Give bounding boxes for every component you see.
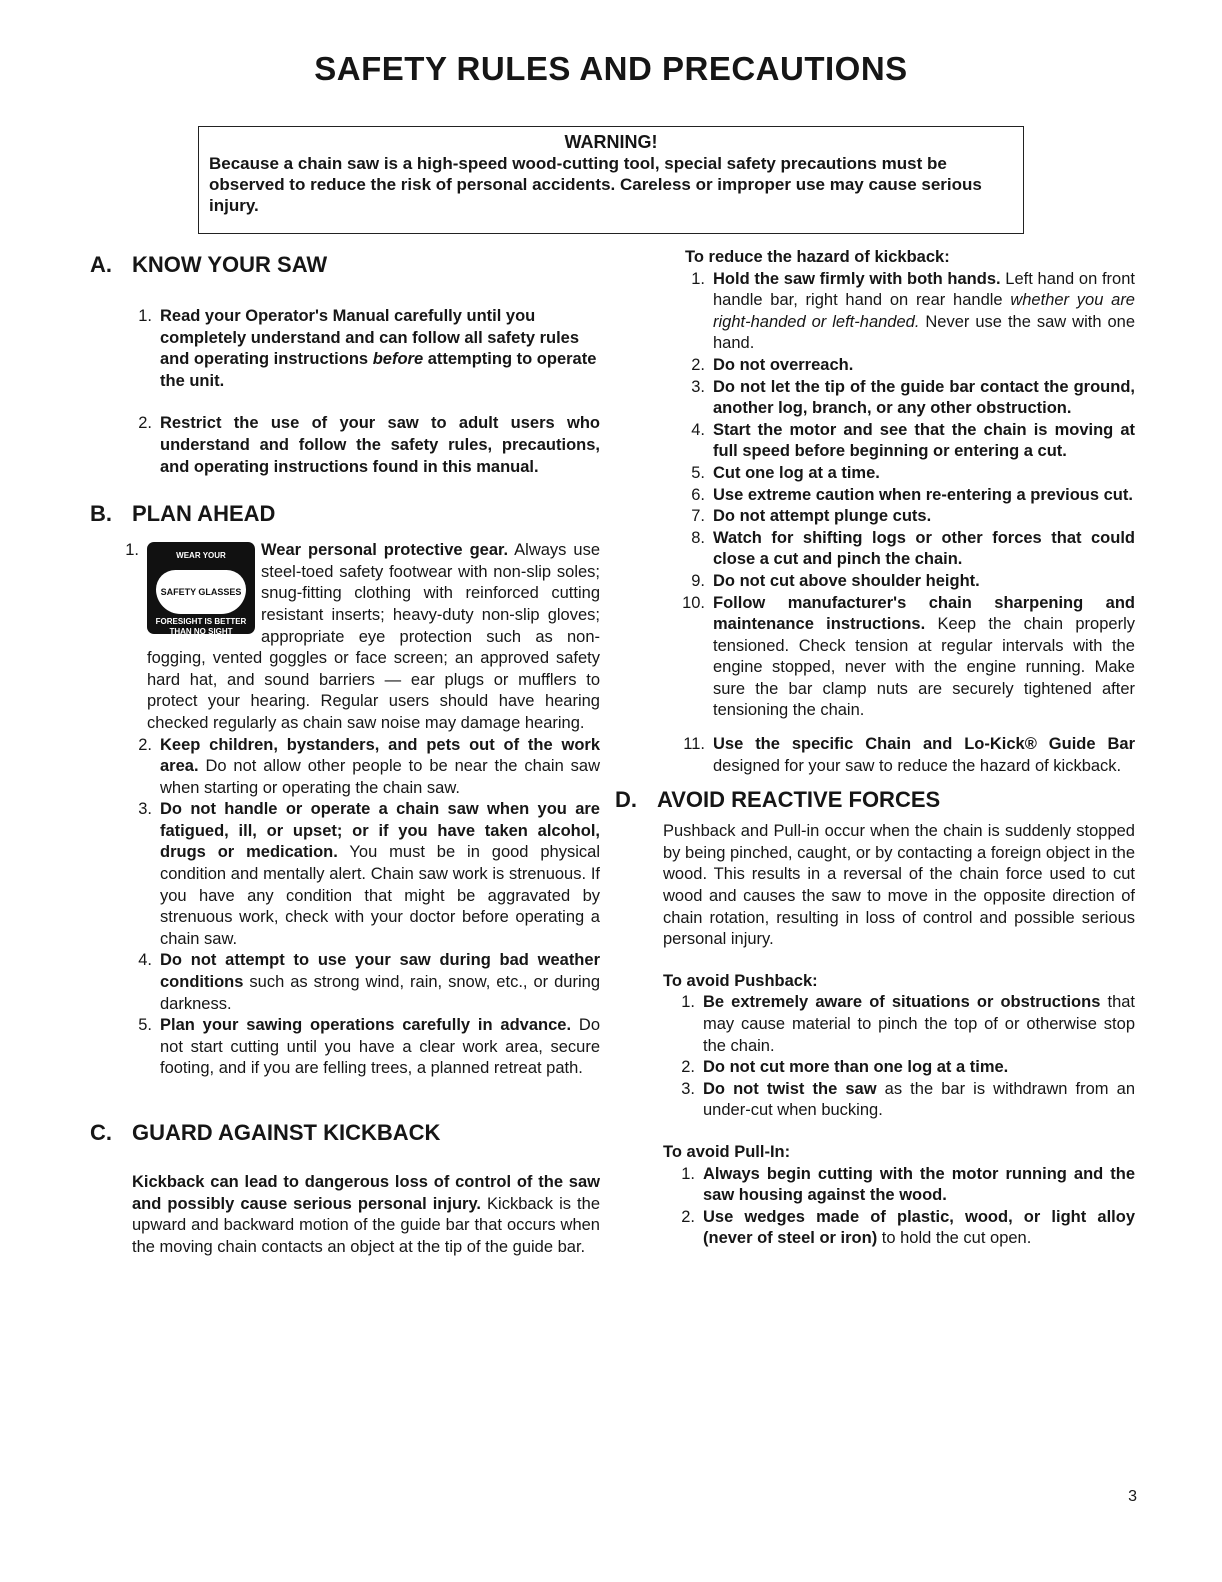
left-column xyxy=(90,250,600,1258)
section-a-title: KNOW YOUR SAW xyxy=(132,252,328,277)
safety-glasses-badge-icon: WEAR YOUR SAFETY GLASSES FORESIGHT IS BETTER THAN NO SIGHT xyxy=(147,542,255,634)
list-item: 3. Do not handle or operate a chain saw when you are fatigued, ill, or upset; or if you have taken alcohol, drugs or medication. You must be in good physical condition and mentally alert. Chain saw work is strenuous. If you have any condition that might be aggravated by strenuous work, check with your doctor before operating a chain saw. xyxy=(138,800,600,948)
list-item: 1. Be extremely aware of situations or obstructions that may cause material to pinch the top of or otherwise stop the chain. xyxy=(681,993,1136,1055)
list-item: 5. Cut one log at a time. xyxy=(691,463,880,482)
section-d-title: AVOID REACTIVE FORCES xyxy=(657,787,941,813)
list-item: 2. Restrict the use of your saw to adult users who understand and follow the safety rules, precautions, and operating instructions found in this manual. xyxy=(138,414,600,476)
page-title: SAFETY RULES AND PRECAUTIONS xyxy=(314,50,908,87)
pushback-subhead: To avoid Pushback: xyxy=(663,971,818,990)
list-item: 1. Read your Operator's Manual carefully until you completely understand and can follow all safety rules and operating instructions before attempting to operate the unit. xyxy=(138,307,597,390)
list-item: 11. Use the specific Chain and Lo-Kick® Guide Bar designed for your saw to reduce the hazard of kickback. xyxy=(683,735,1135,775)
warning-text: Because a chain saw is a high-speed wood-cutting tool, special safety precautions must be observed to reduce the risk of personal accidents. Careless or improper use may cause serious injury. xyxy=(209,154,982,215)
kickback-intro: Kickback can lead to dangerous loss of control of the saw and possibly cause serious personal injury. Kickback is the upward and backward motion of the guide bar that occurs when the moving chain contacts an object at the tip of the guide bar. xyxy=(132,1173,600,1256)
section-b-heading xyxy=(90,499,600,529)
list-item: 1. WEAR YOUR SAFETY GLASSES FORESIGHT IS BETTER THAN NO SIGHT Wear personal protective gear. Always use steel-toed safety footwear with non-slip soles; snug-fitting clothing with reinforced cutting resistant inserts; heavy-duty non-slip gloves; appropriate eye protection such as non-fogging, vented goggles or face screen; an approved safety hard hat, and sound barriers — ear plugs or mufflers to protect your hearing. Regular users should have hearing checked regularly as chain saw noise may damage hearing. xyxy=(125,541,600,732)
list-item: 9. Do not cut above shoulder height. xyxy=(691,571,980,590)
list-item: 2. Do not overreach. xyxy=(691,355,854,374)
section-a-heading xyxy=(90,250,600,280)
list-item: 4. Do not attempt to use your saw during bad weather conditions such as strong wind, rain, snow, etc., or during darkness. xyxy=(138,951,600,1013)
page-number: 3 xyxy=(1128,1488,1137,1505)
section-a-letter: A. xyxy=(90,252,112,277)
list-item: 1. Hold the saw firmly with both hands. Left hand on front handle bar, right hand on rear handle whether you are right-handed or left-handed. Never use the saw with one hand. xyxy=(691,269,1136,353)
section-b-letter: B. xyxy=(90,501,112,527)
warning-box xyxy=(198,126,1024,234)
section-d-letter: D. xyxy=(615,787,637,813)
list-item: 2. Do not cut more than one log at a time. xyxy=(681,1058,1009,1077)
section-d-heading xyxy=(615,785,1135,815)
kickback-subhead: To reduce the hazard of kickback: xyxy=(685,248,950,266)
right-column xyxy=(615,250,1135,1250)
warning-title: WARNING! xyxy=(564,132,658,152)
list-item: 6. Use extreme caution when re-entering a previous cut. xyxy=(691,485,1133,504)
reactive-forces-intro: Pushback and Pull-in occur when the chain is suddenly stopped by being pinched, caught, or by contacting a foreign object in the wood. This results in a reversal of the chain force used to cut wood and causes the saw to move in the opposite direction of chain rotation, resulting in loss of control and possible serious personal injury. xyxy=(663,822,1135,949)
list-item: 5. Plan your sawing operations carefully in advance. Do not start cutting until you have a clear work area, secure footing, and if you are felling trees, a planned retreat path. xyxy=(138,1016,600,1078)
list-item: 2. Use wedges made of plastic, wood, or light alloy (never of steel or iron) to hold the cut open. xyxy=(681,1207,1135,1248)
section-c-heading xyxy=(90,1118,600,1148)
pullin-subhead: To avoid Pull-In: xyxy=(663,1142,791,1161)
list-item: 10. Follow manufacturer's chain sharpening and maintenance instructions. Keep the chain properly tensioned. Check tension at regular intervals with the engine stopped, never with the engine running. Make sure the bar clamp nuts are securely tightened after tensioning the chain. xyxy=(682,593,1135,720)
list-item: 8. Watch for shifting logs or other forces that could close a cut and pinch the chain. xyxy=(691,528,1135,569)
section-b-title: PLAN AHEAD xyxy=(132,501,276,527)
list-item: 3. Do not twist the saw as the bar is withdrawn from an under-cut when bucking. xyxy=(681,1079,1135,1120)
list-item: 2. Keep children, bystanders, and pets out of the work area. Do not allow other people to be near the chain saw when starting or operating the chain saw. xyxy=(138,735,600,797)
list-item: 1. Always begin cutting with the motor running and the saw housing against the wood. xyxy=(681,1164,1135,1205)
list-item: 7. Do not attempt plunge cuts. xyxy=(691,507,932,526)
list-item: 3. Do not let the tip of the guide bar contact the ground, another log, branch, or any other obstruction. xyxy=(691,377,1135,418)
section-c-title: GUARD AGAINST KICKBACK xyxy=(132,1120,441,1145)
list-item: 4. Start the motor and see that the chain is moving at full speed before beginning or entering a cut. xyxy=(691,420,1135,461)
section-c-letter: C. xyxy=(90,1120,112,1145)
